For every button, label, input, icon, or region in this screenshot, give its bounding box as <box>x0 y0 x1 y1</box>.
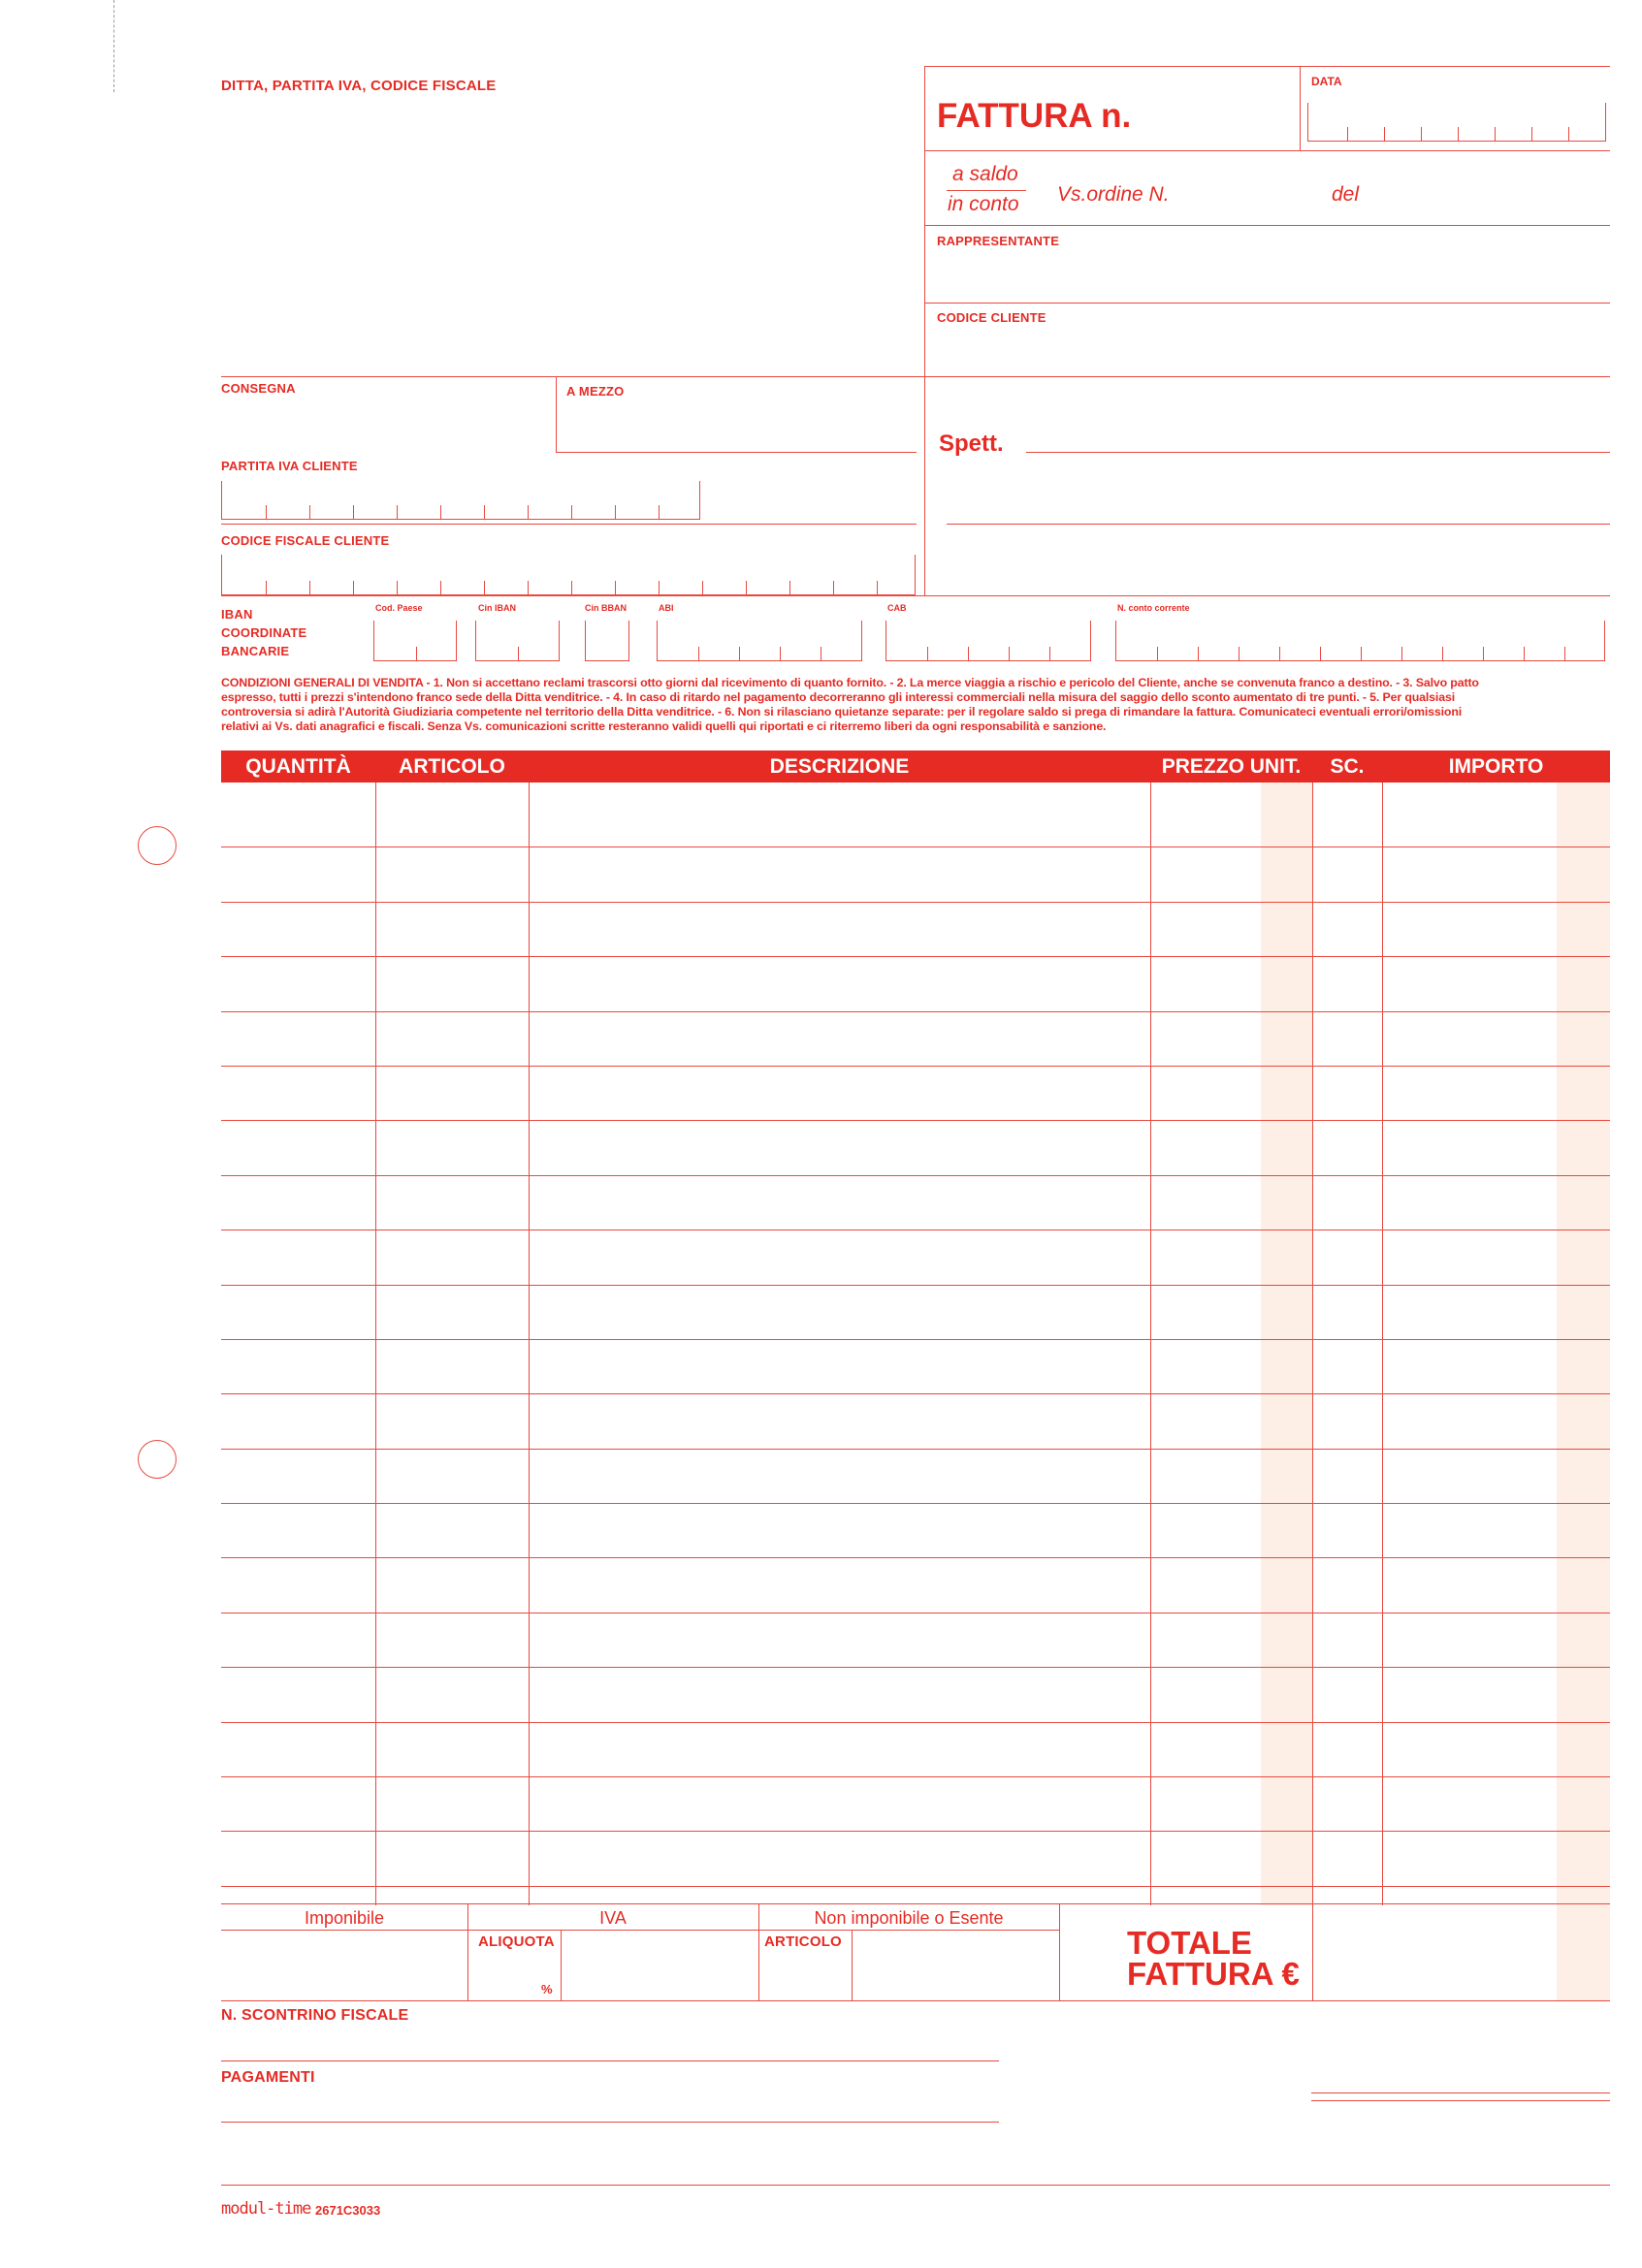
table-row[interactable] <box>221 1722 1610 1723</box>
data-field[interactable] <box>1307 103 1606 142</box>
partita-iva-field[interactable] <box>221 481 700 520</box>
scontrino-line[interactable] <box>221 2060 999 2061</box>
brand-logo: modul-time <box>221 2199 311 2219</box>
col-line <box>1150 783 1151 1905</box>
percent-label: % <box>541 1982 553 1996</box>
table-row[interactable] <box>221 1011 1610 1012</box>
line <box>221 1930 1059 1931</box>
table-bottom-line <box>221 1903 1610 1904</box>
scontrino-label: N. SCONTRINO FISCALE <box>221 2007 409 2024</box>
importo-decimals-shade <box>1557 783 1610 1905</box>
del-label: del <box>1332 183 1360 206</box>
top-divider <box>924 66 925 595</box>
saldo-divider <box>947 190 1026 191</box>
cab-label: CAB <box>887 603 907 613</box>
cod-paese-field[interactable] <box>373 621 457 661</box>
spett-line-2[interactable] <box>947 524 1610 525</box>
mezzo-divider <box>556 376 557 452</box>
binder-hole-bottom <box>138 1440 177 1479</box>
abi-label: ABI <box>659 603 674 613</box>
col-quantita: QUANTITÀ <box>245 754 351 778</box>
conditions-line-4: relativi ai Vs. dati anagrafici e fiscali. Senza Vs. comunicazioni scritte resteranno validi quelli qui riportati e ci riterremo liberi da ogni responsabilità e sanzione. <box>221 719 1107 733</box>
conto-field[interactable] <box>1115 621 1605 661</box>
totale-line-1: TOTALE <box>1127 1925 1252 1961</box>
line <box>221 376 1610 377</box>
table-row[interactable] <box>221 1667 1610 1668</box>
conto-label: N. conto corrente <box>1117 603 1190 613</box>
partita-iva-label: PARTITA IVA CLIENTE <box>221 459 358 473</box>
totale-fattura-label <box>1127 1925 1300 1992</box>
cin-bban-field[interactable] <box>585 621 629 661</box>
table-row[interactable] <box>221 1120 1610 1121</box>
cod-paese-label: Cod. Paese <box>375 603 423 613</box>
table-row[interactable] <box>221 902 1610 903</box>
iban-label-1: IBAN <box>221 607 253 622</box>
in-conto-label: in conto <box>948 193 1019 215</box>
cab-field[interactable] <box>885 621 1091 661</box>
spett-line-1[interactable] <box>1026 452 1610 453</box>
table-row[interactable] <box>221 1285 1610 1286</box>
line <box>561 1930 562 2000</box>
conditions-text <box>221 676 1610 734</box>
form-code: 2671C3033 <box>315 2203 381 2218</box>
table-row[interactable] <box>221 1557 1610 1558</box>
table-row[interactable] <box>221 1776 1610 1777</box>
rappresentante-label: RAPPRESENTANTE <box>937 234 1060 248</box>
table-row[interactable] <box>221 956 1610 957</box>
codice-cliente-label: CODICE CLIENTE <box>937 310 1046 325</box>
totale-fattura-value[interactable] <box>1314 1905 1610 2000</box>
line <box>852 1930 853 2000</box>
fattura-title: FATTURA n. <box>937 97 1132 135</box>
iban-label-2: COORDINATE <box>221 625 307 640</box>
table-header <box>221 751 1610 783</box>
pagamenti-label: PAGAMENTI <box>221 2069 315 2086</box>
signature-line-2 <box>1311 2100 1610 2101</box>
fold-dashed-line <box>113 0 114 92</box>
col-line <box>529 783 530 1905</box>
conditions-line-3: controversia si adirà l'Autorità Giudiziaria competente nel territorio della Ditta venditrice. - 6. Non si rilasciano quietanze separate: per il regolare saldo si prega di rimandare la fattura. Comunicateci eventuali errori/omissioni <box>221 705 1463 719</box>
col-line <box>1312 783 1313 1905</box>
line <box>221 595 1610 596</box>
line <box>924 150 1610 151</box>
spett-label: Spett. <box>939 431 1004 457</box>
date-divider <box>1300 66 1301 150</box>
line <box>1312 1903 1313 2000</box>
table-row[interactable] <box>221 1393 1610 1394</box>
table-row[interactable] <box>221 1503 1610 1504</box>
table-row[interactable] <box>221 1175 1610 1176</box>
col-articolo: ARTICOLO <box>399 754 505 778</box>
articolo-iva-label: ARTICOLO <box>764 1933 842 1950</box>
table-row[interactable] <box>221 1339 1610 1340</box>
col-descrizione: DESCRIZIONE <box>769 754 910 778</box>
col-prezzo-unit: PREZZO UNIT. <box>1161 754 1302 778</box>
table-row[interactable] <box>221 1449 1610 1450</box>
binder-hole-top <box>138 826 177 865</box>
codice-fiscale-field[interactable] <box>221 555 916 595</box>
data-label: DATA <box>1311 75 1342 88</box>
conditions-line-2: espresso, tutti i prezzi s'intendono franco sede della Ditta venditrice. - 4. In caso di ritardo nel pagamento decorreranno gli interessi commerciali nella misura del saggio dello sconto aumentato di tre punti. - 5. Per qualsiasi <box>221 690 1455 704</box>
prezzo-decimals-shade <box>1261 783 1312 1905</box>
cin-iban-field[interactable] <box>475 621 560 661</box>
codice-fiscale-label: CODICE FISCALE CLIENTE <box>221 533 390 548</box>
iban-label-3: BANCARIE <box>221 644 290 658</box>
abi-field[interactable] <box>657 621 862 661</box>
top-border-line <box>924 66 1610 67</box>
table-row[interactable] <box>221 1831 1610 1832</box>
iva-label: IVA <box>599 1908 627 1928</box>
a-saldo-label: a saldo <box>952 163 1018 185</box>
consegna-label: CONSEGNA <box>221 381 296 396</box>
line <box>924 225 1610 226</box>
table-row[interactable] <box>221 1886 1610 1887</box>
table-row[interactable] <box>221 1066 1610 1067</box>
a-mezzo-label: A MEZZO <box>566 384 625 399</box>
non-imponibile-label: Non imponibile o Esente <box>814 1908 1004 1928</box>
ditta-label: DITTA, PARTITA IVA, CODICE FISCALE <box>221 78 497 94</box>
aliquota-label: ALIQUOTA <box>478 1933 555 1950</box>
line <box>1059 1903 1060 2000</box>
col-sconto: SC. <box>1330 754 1365 778</box>
pagamenti-line[interactable] <box>221 2122 999 2123</box>
line <box>221 524 917 525</box>
col-importo: IMPORTO <box>1448 754 1544 778</box>
totale-line-2: FATTURA € <box>1127 1956 1300 1992</box>
footer-line <box>221 2185 1610 2186</box>
cin-iban-label: Cin IBAN <box>478 603 516 613</box>
conditions-line-1: CONDIZIONI GENERALI DI VENDITA - 1. Non si accettano reclami trascorsi otto giorni dal ricevimento di quanto fornito. - 2. La merce viaggia a rischio e pericolo del Cliente, anche se convenuta franco a destino. - 3. Salvo patto <box>221 676 1479 689</box>
line <box>556 452 917 453</box>
line <box>221 2000 1610 2001</box>
col-line <box>375 783 376 1905</box>
vs-ordine-label: Vs.ordine N. <box>1057 183 1170 206</box>
signature-line-1[interactable] <box>1311 2092 1610 2093</box>
imponibile-label: Imponibile <box>304 1908 385 1928</box>
col-line <box>1382 783 1383 1905</box>
cin-bban-label: Cin BBAN <box>585 603 627 613</box>
